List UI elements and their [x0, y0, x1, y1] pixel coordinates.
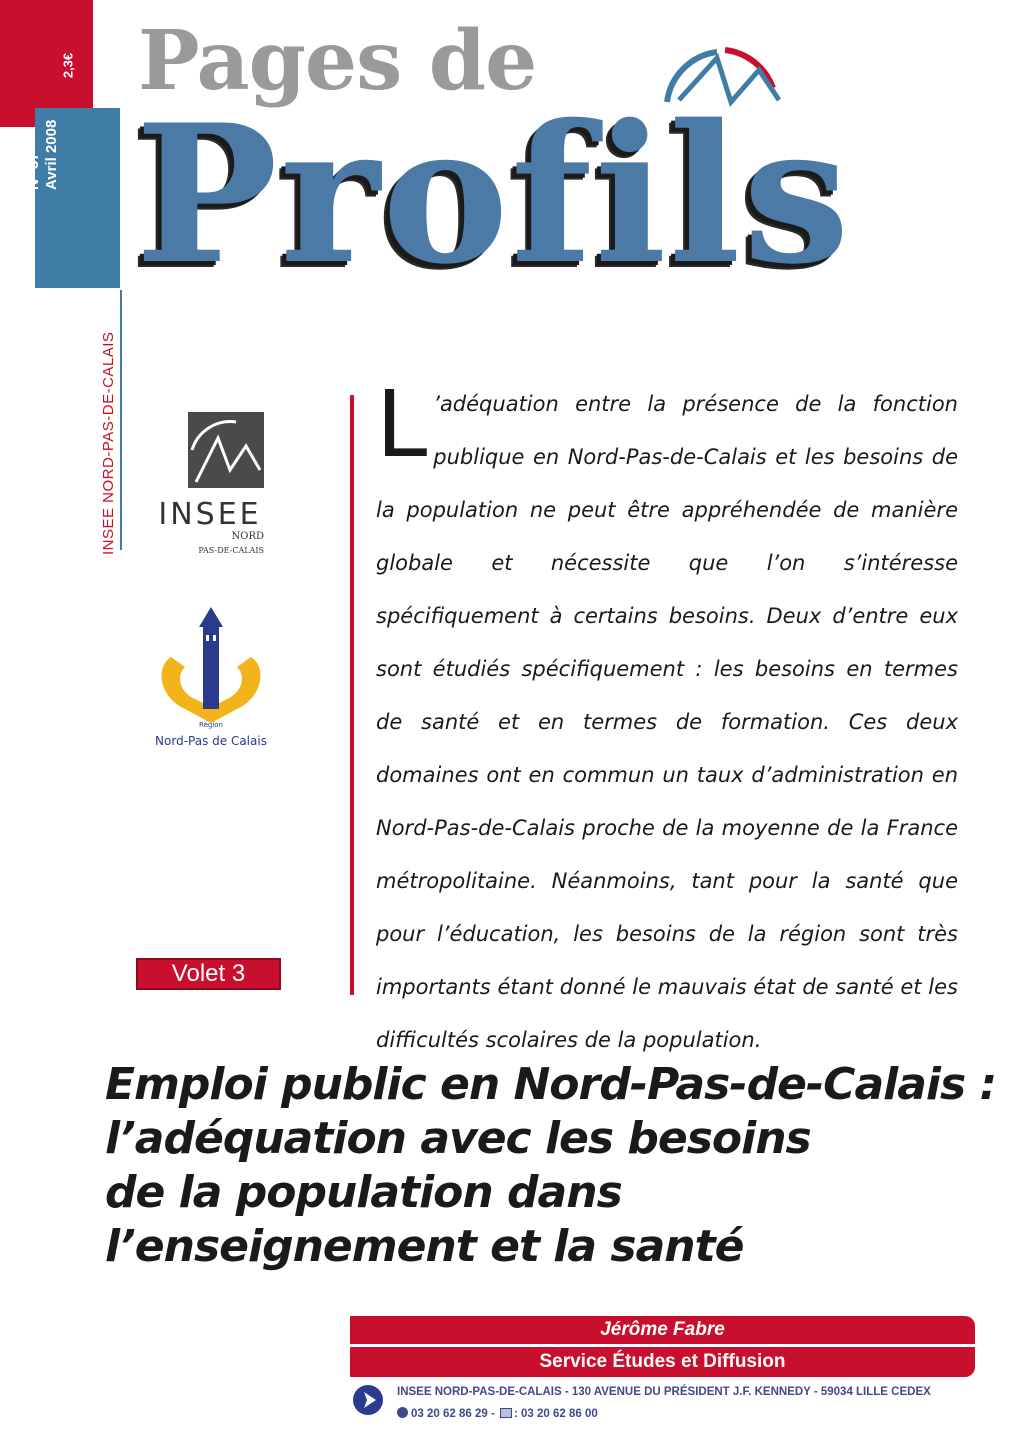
headline-line-4: l’enseignement et la santé: [105, 1221, 744, 1272]
headline-line-1: Emploi public en Nord-Pas-de-Calais :: [105, 1059, 997, 1110]
price-label: 2,3€: [60, 52, 76, 79]
insee-region-line-1: NORD: [231, 531, 264, 542]
insee-emblem-icon: [148, 410, 273, 560]
insee-wordmark: INSEE: [158, 497, 262, 532]
sidebar-divider: [120, 290, 122, 550]
publisher-vertical-label: INSEE NORD-PAS-DE-CALAIS: [100, 331, 117, 555]
region-emblem-icon: [145, 605, 275, 755]
insee-region-line-2: PAS-DE-CALAIS: [198, 546, 264, 555]
issue-info: [25, 30, 61, 190]
service-bar: Service Études et Diffusion: [350, 1347, 975, 1377]
headline-line-3: de la population dans: [105, 1167, 622, 1218]
region-small-label: Région: [199, 721, 223, 729]
intro-paragraph: [376, 371, 958, 1067]
issue-date: Avril 2008: [43, 119, 60, 190]
phone-number: 03 20 62 86 29: [411, 1408, 488, 1420]
author-bar: Jérôme Fabre: [350, 1316, 975, 1344]
masthead-line-1: Pages de: [138, 13, 537, 109]
footer-address: INSEE NORD-PAS-DE-CALAIS - 130 AVENUE DU PRÉSIDENT J.F. KENNEDY - 59034 LILLE CEDEX: [397, 1386, 931, 1398]
volet-badge: Volet 3: [136, 958, 281, 990]
fax-icon: [500, 1408, 512, 1418]
region-name: Nord-Pas de Calais: [155, 734, 267, 748]
headline: [105, 1058, 995, 1274]
issue-number: N° 37: [25, 152, 42, 190]
arrow-right-icon: [352, 1384, 384, 1416]
masthead-arc-logo-icon: [655, 30, 790, 120]
intro-body: ’adéquation entre la présence de la fonction publique en Nord-Pas-de-Calais et les besoins de la population ne peut être appréhendée de manière globale et nécessite que l’on s’intéresse spécifiquement à certains besoins. Deux d’entre eux sont étudiés spécifiquement : les besoins en termes de santé et en termes de formation. Ces deux domaines ont en commun un taux d’administration en Nord-Pas-de-Calais proche de la moyenne de la France métropolitaine. Néanmoins, tant pour la santé que pour l’éducation, les besoins de la région sont très importants étant donné le mauvais état de santé et les difficultés scolaires de la population.: [376, 392, 958, 1052]
intro-rule: [350, 395, 354, 995]
region-logo: [145, 605, 275, 755]
footer-contact: 03 20 62 86 29 - : 03 20 62 86 00: [397, 1407, 598, 1420]
fax-number: : 03 20 62 86 00: [513, 1408, 598, 1420]
phone-icon: [397, 1407, 408, 1418]
headline-line-2: l’adéquation avec les besoins: [105, 1113, 811, 1164]
masthead-line-2: Profils: [135, 83, 852, 306]
insee-logo: [148, 410, 273, 560]
drop-cap: L: [376, 371, 428, 478]
